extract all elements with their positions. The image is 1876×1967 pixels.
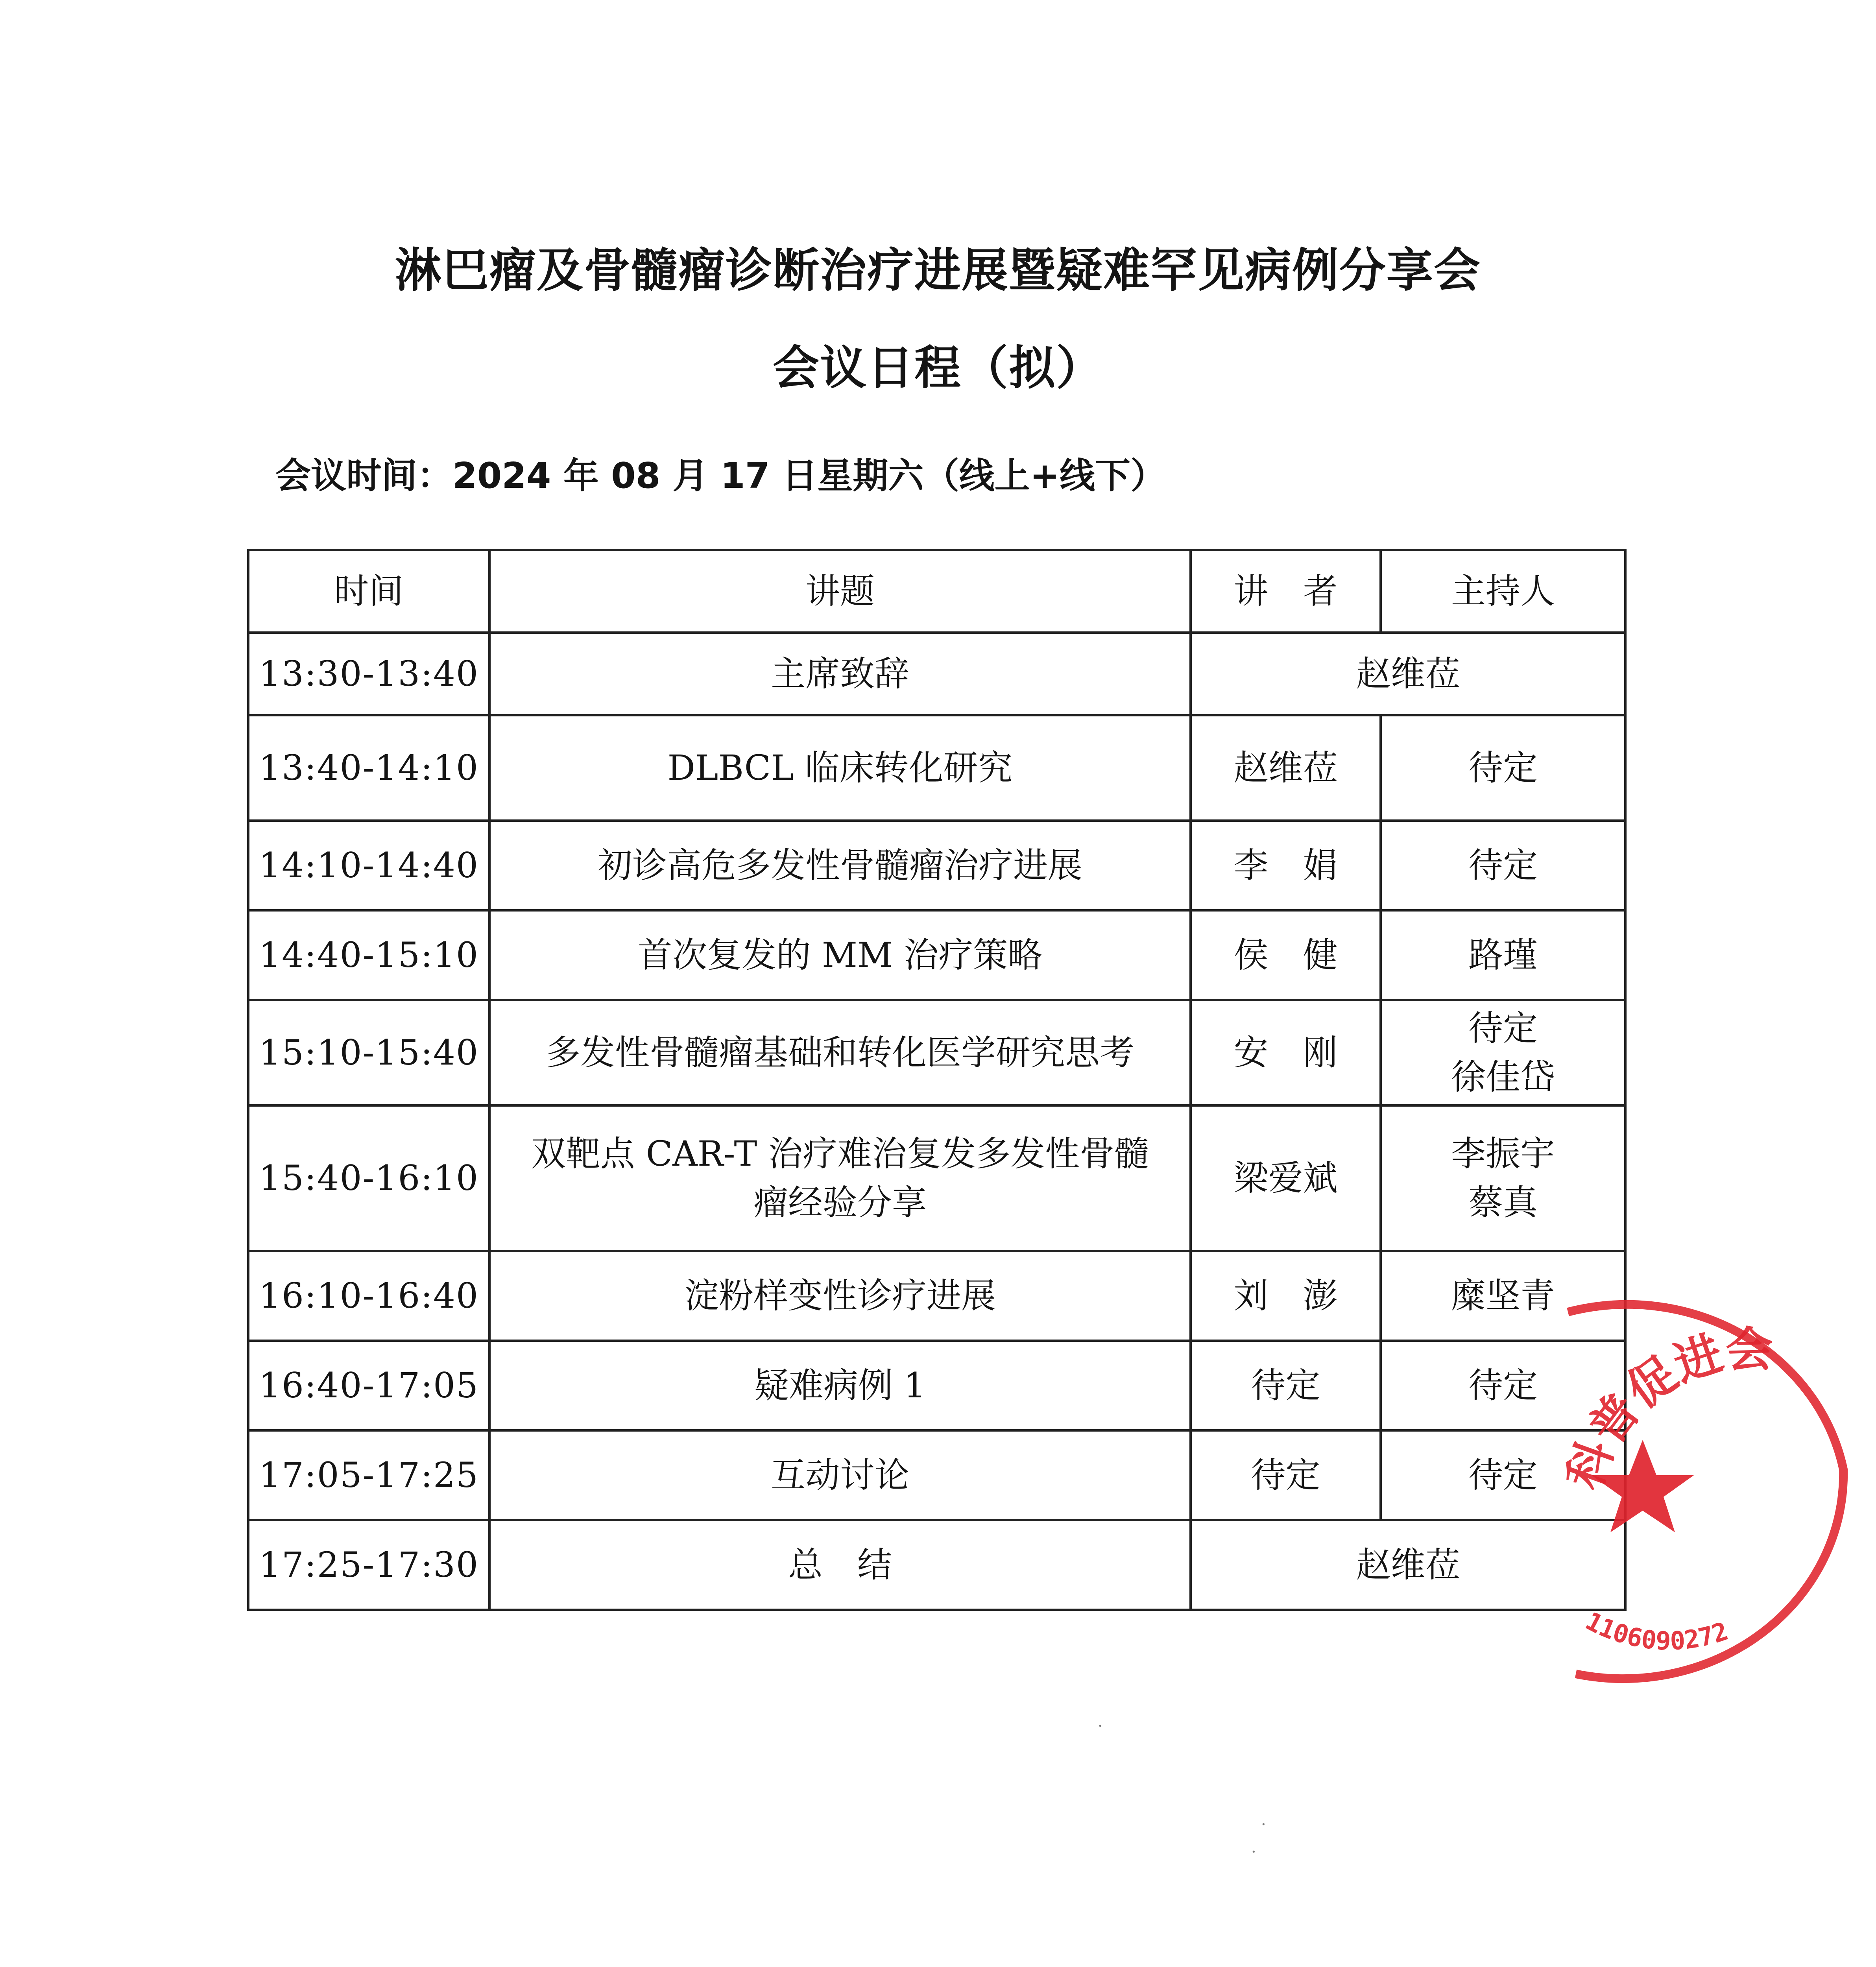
host-line: 蔡真 [1468,1182,1538,1223]
svg-text:科普促进会 [1557,1322,1774,1496]
scan-mark: · [1261,1816,1266,1834]
table-row [248,1341,1625,1430]
row-time: 14:40-15:10 [248,910,489,1000]
table-row [248,1105,1625,1251]
table-row [248,715,1625,821]
table-row [248,633,1625,715]
row-speaker: 安 刚 [1191,1000,1381,1105]
row-speaker: 梁爱斌 [1191,1105,1381,1251]
row-topic: 主席致辞 [489,633,1191,715]
row-host: 路瑾 [1381,910,1625,1000]
host-line: 徐佳岱 [1451,1057,1555,1097]
row-time: 15:40-16:10 [248,1105,489,1251]
table-row [248,821,1625,910]
seal-text-bottom: 1106090272 [1581,1606,1732,1656]
row-time: 15:10-15:40 [248,1000,489,1105]
row-time: 13:30-13:40 [248,633,489,715]
row-speaker: 赵维莅 [1191,715,1381,821]
row-speaker: 待定 [1191,1430,1381,1520]
row-time: 13:40-14:10 [248,715,489,821]
topic-line: 双靶点 CAR-T 治疗难治复发多发性骨髓 [531,1133,1149,1174]
row-topic: 首次复发的 MM 治疗策略 [489,910,1191,1000]
row-topic [489,1105,1191,1251]
row-time: 16:40-17:05 [248,1341,489,1430]
row-host: 糜坚青 [1381,1251,1625,1341]
scan-mark: · [1251,1843,1256,1861]
agenda-table [247,549,1627,1611]
row-time: 17:05-17:25 [248,1430,489,1520]
row-topic: DLBCL 临床转化研究 [489,715,1191,821]
document-subtitle: 会议日程（拟） [772,341,1103,395]
row-host: 待定 [1381,821,1625,910]
svg-text:1106090272 [1581,1607,1732,1656]
scan-mark: · [1098,1717,1103,1735]
row-speaker: 侯 健 [1191,910,1381,1000]
row-topic: 淀粉样变性诊疗进展 [489,1251,1191,1341]
host-line: 待定 [1468,1008,1538,1048]
header-speaker: 讲 者 [1191,550,1381,633]
row-topic: 多发性骨髓瘤基础和转化医学研究思考 [489,1000,1191,1105]
row-topic: 互动讨论 [489,1430,1191,1520]
row-speaker-host: 赵维莅 [1191,1520,1625,1610]
row-host [1381,1000,1625,1105]
header-host: 主持人 [1381,550,1625,633]
row-time: 16:10-16:40 [248,1251,489,1341]
header-topic: 讲题 [489,550,1191,633]
official-seal-stamp [1552,1288,1851,1698]
table-row [248,1000,1625,1105]
seal-text-top: 科普促进会 [1557,1322,1774,1496]
row-topic: 初诊高危多发性骨髓瘤治疗进展 [489,821,1191,910]
row-speaker-host: 赵维莅 [1191,633,1625,715]
table-row [248,1430,1625,1520]
document-title: 淋巴瘤及骨髓瘤诊断治疗进展暨疑难罕见病例分享会 [395,243,1481,297]
row-speaker: 李 娟 [1191,821,1381,910]
table-header-row [248,550,1625,633]
header-time: 时间 [248,550,489,633]
host-line: 李振宇 [1451,1133,1555,1174]
row-host [1381,1105,1625,1251]
topic-line: 瘤经验分享 [753,1182,927,1223]
row-host: 待定 [1381,715,1625,821]
row-host: 待定 [1381,1430,1625,1520]
row-speaker: 刘 澎 [1191,1251,1381,1341]
table-row [248,910,1625,1000]
row-host: 待定 [1381,1341,1625,1430]
row-topic: 总 结 [489,1520,1191,1610]
row-speaker: 待定 [1191,1341,1381,1430]
table-row [248,1251,1625,1341]
row-topic: 疑难病例 1 [489,1341,1191,1430]
row-time: 17:25-17:30 [248,1520,489,1610]
row-time: 14:10-14:40 [248,821,489,910]
meeting-time: 会议时间：2024 年 08 月 17 日星期六（线上+线下） [275,455,1166,496]
table-row [248,1520,1625,1610]
